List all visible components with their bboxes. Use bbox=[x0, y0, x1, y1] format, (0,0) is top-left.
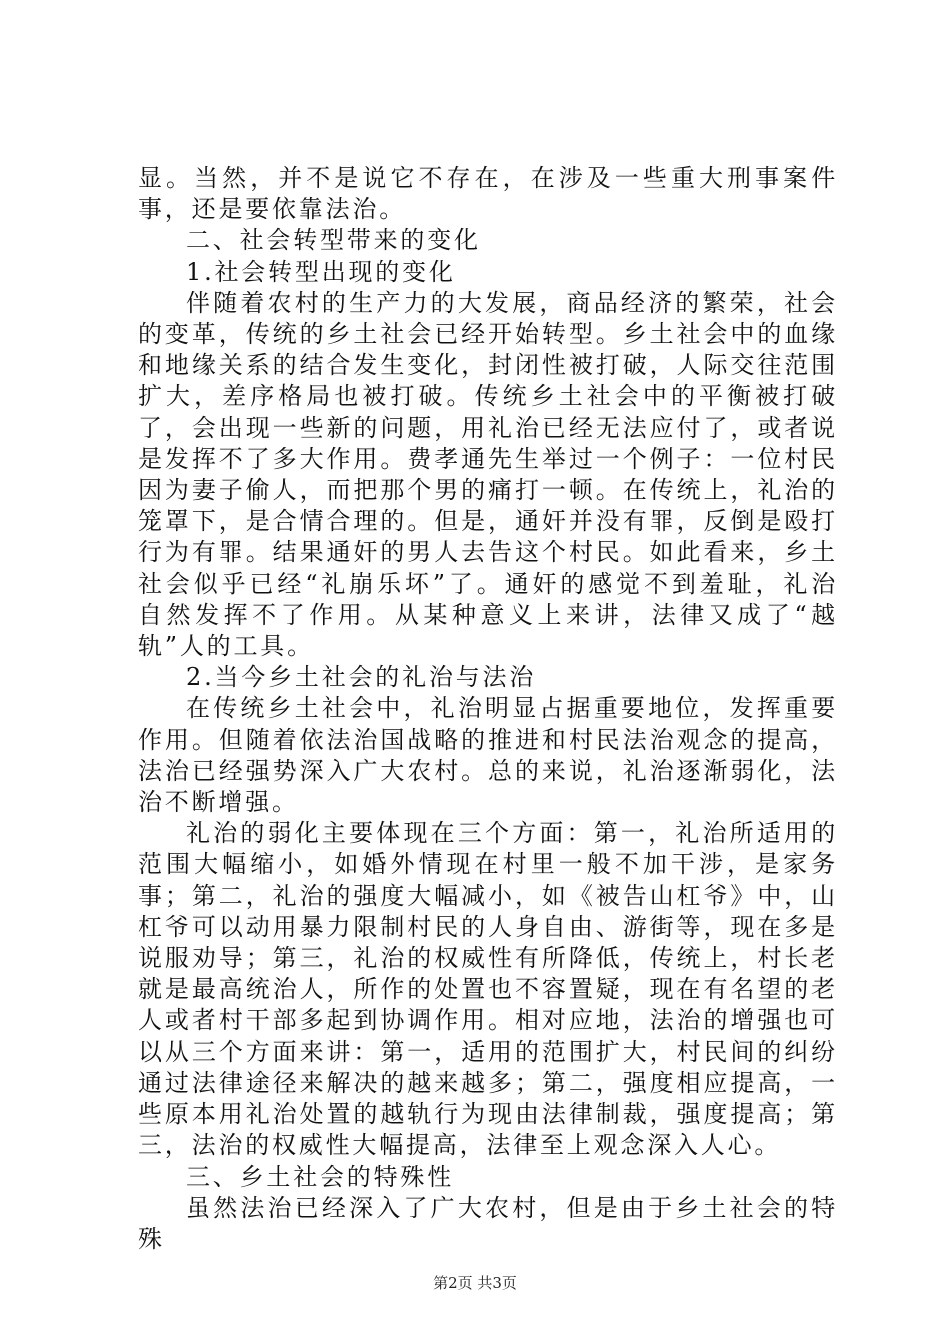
page-footer: 第2页 共3页 bbox=[433, 1274, 517, 1292]
body-paragraph-continuation: 显。当然，并不是说它不存在，在涉及一些重大刑事案件事，还是要依靠法治。 bbox=[138, 164, 838, 224]
subheading-2-1: 1.社会转型出现的变化 bbox=[186, 257, 456, 286]
section-heading-2: 二、社会转型带来的变化 bbox=[186, 226, 481, 255]
document-body bbox=[138, 163, 838, 1255]
body-paragraph: 在传统乡土社会中，礼治明显占据重要地位，发挥重要作用。但随着依法治国战略的推进和村民法治观念的提高，法治已经强势深入广大农村。总的来说，礼治逐渐弱化，法治不断增强。 bbox=[138, 694, 838, 817]
subheading-2-2: 2.当今乡土社会的礼治与法治 bbox=[186, 663, 537, 692]
section-heading-3: 三、乡土社会的特殊性 bbox=[186, 1162, 454, 1191]
body-paragraph: 礼治的弱化主要体现在三个方面：第一，礼治所适用的范围大幅缩小，如婚外情现在村里一般不加干涉，是家务事；第二，礼治的强度大幅减小，如《被告山杠爷》中，山杠爷可以动用暴力限制村民的人身自由、游街等，现在多是说服劝导；第三，礼治的权威性有所降低，传统上，村长老就是最高统治人，所作的处置也不容置疑，现在有名望的老人或者村干部多起到协调作用。相对应地，法治的增强也可以从三个方面来讲：第一，适用的范围扩大，村民间的纠纷通过法律途径来解决的越来越多；第二，强度相应提高，一些原本用礼治处置的越轨行为现由法律制裁，强度提高；第三，法治的权威性大幅提高，法律至上观念深入人心。 bbox=[138, 819, 838, 1160]
body-paragraph: 虽然法治已经深入了广大农村，但是由于乡土社会的特殊 bbox=[138, 1193, 838, 1253]
body-paragraph: 伴随着农村的生产力的大发展，商品经济的繁荣，社会的变革，传统的乡土社会已经开始转型。乡土社会中的血缘和地缘关系的结合发生变化，封闭性被打破，人际交往范围扩大，差序格局也被打破。传统乡土社会中的平衡被打破了，会出现一些新的问题，用礼治已经无法应付了，或者说是发挥不了多大作用。费孝通先生举过一个例子：一位村民因为妻子偷人，而把那个男的痛打一顿。在传统上，礼治的笼罩下，是合情合理的。但是，通奸并没有罪，反倒是殴打行为有罪。结果通奸的男人去告这个村民。如此看来，乡土社会似乎已经“礼崩乐坏”了。通奸的感觉不到羞耻，礼治自然发挥不了作用。从某种意义上来讲，法律又成了“越轨”人的工具。 bbox=[138, 288, 838, 661]
